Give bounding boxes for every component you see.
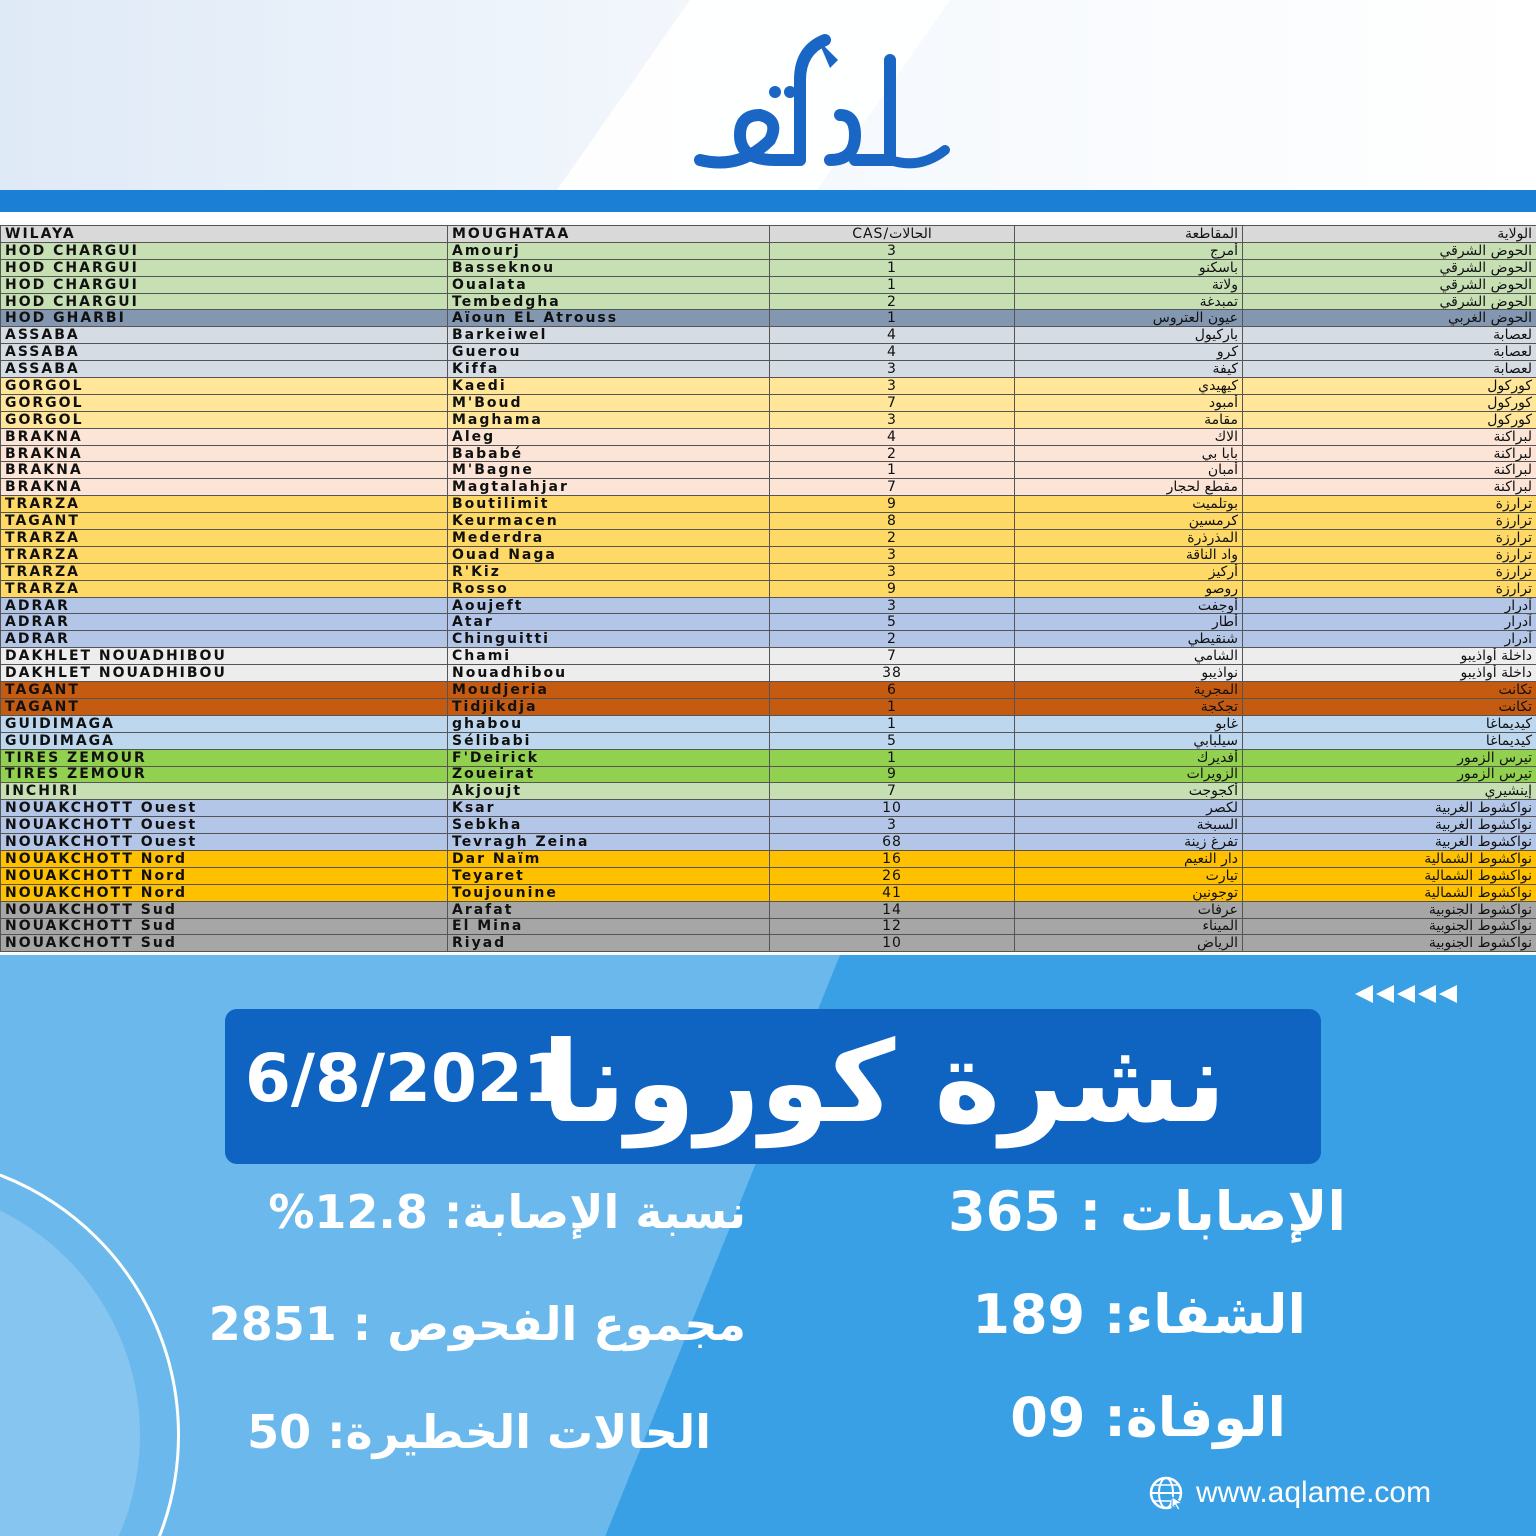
cell-moughataa-ar: دار النعيم: [1015, 850, 1243, 867]
cell-wilaya-ar: نواكشوط الشمالية: [1243, 867, 1536, 884]
cell-wilaya: TRARZA: [1, 530, 448, 547]
cell-cas: 7: [770, 394, 1015, 411]
cell-wilaya-ar: الحوض الشرقي: [1243, 276, 1536, 293]
cell-moughataa-ar: شنقيطي: [1015, 631, 1243, 648]
cell-wilaya-ar: الحوض الغربي: [1243, 310, 1536, 327]
positivity-rate-stat: نسبة الإصابة: 12.8%: [268, 1185, 746, 1239]
cell-moughataa-ar: عيون العتروس: [1015, 310, 1243, 327]
cell-wilaya-ar: كوركول: [1243, 378, 1536, 395]
cell-moughataa-ar: الشامي: [1015, 648, 1243, 665]
cell-moughataa: Tidjikdja: [448, 698, 770, 715]
cell-wilaya: GORGOL: [1, 378, 448, 395]
cell-moughataa: Rosso: [448, 580, 770, 597]
cell-wilaya: GORGOL: [1, 394, 448, 411]
cell-wilaya-ar: الحوض الشرقي: [1243, 259, 1536, 276]
cell-wilaya-ar: لبراكنة: [1243, 445, 1536, 462]
cell-wilaya-ar: ترارزة: [1243, 563, 1536, 580]
cell-cas: 4: [770, 428, 1015, 445]
total-tests-stat: مجموع الفحوص : 2851: [208, 1297, 746, 1351]
cell-wilaya-ar: ترارزة: [1243, 496, 1536, 513]
cell-moughataa: Chami: [448, 648, 770, 665]
bulletin-date: 6/8/2021: [245, 1040, 569, 1117]
cell-cas: 1: [770, 259, 1015, 276]
cell-cas: 3: [770, 563, 1015, 580]
cell-wilaya-ar: نواكشوط الشمالية: [1243, 850, 1536, 867]
cell-moughataa-ar: عرفات: [1015, 901, 1243, 918]
table-row: [1, 394, 1536, 411]
website-link[interactable]: [1148, 1475, 1431, 1511]
table-row: [1, 563, 1536, 580]
infections-stat: الإصابات : 365: [948, 1180, 1346, 1243]
cell-cas: 3: [770, 546, 1015, 563]
cell-moughataa: Maghama: [448, 411, 770, 428]
cell-moughataa: ghabou: [448, 715, 770, 732]
cell-moughataa-ar: أكجوجت: [1015, 783, 1243, 800]
cell-wilaya: HOD CHARGUI: [1, 293, 448, 310]
cell-wilaya-ar: لعصابة: [1243, 327, 1536, 344]
cell-cas: 5: [770, 732, 1015, 749]
cell-moughataa: M'Boud: [448, 394, 770, 411]
header-cas: CAS/الحالات: [770, 226, 1015, 243]
cell-moughataa: Nouadhibou: [448, 665, 770, 682]
cell-cas: 7: [770, 648, 1015, 665]
header-moughataa-ar: المقاطعة: [1015, 226, 1243, 243]
cell-wilaya: ADRAR: [1, 631, 448, 648]
cell-wilaya-ar: نواكشوط الجنوبية: [1243, 918, 1536, 935]
cell-moughataa: M'Bagne: [448, 462, 770, 479]
cell-moughataa-ar: غابو: [1015, 715, 1243, 732]
cell-moughataa: Bababé: [448, 445, 770, 462]
cell-moughataa-ar: السبخة: [1015, 817, 1243, 834]
cell-moughataa: Moudjeria: [448, 682, 770, 699]
cell-wilaya: NOUAKCHOTT Nord: [1, 850, 448, 867]
cell-wilaya-ar: ترارزة: [1243, 580, 1536, 597]
cell-cas: 3: [770, 411, 1015, 428]
cell-wilaya: HOD CHARGUI: [1, 276, 448, 293]
cell-wilaya-ar: نواكشوط الشمالية: [1243, 884, 1536, 901]
table-row: [1, 648, 1536, 665]
table-row: [1, 817, 1536, 834]
cell-cas: 1: [770, 276, 1015, 293]
cell-wilaya: TAGANT: [1, 513, 448, 530]
cell-moughataa: Sebkha: [448, 817, 770, 834]
cell-cas: 2: [770, 631, 1015, 648]
cell-moughataa-ar: أمرج: [1015, 242, 1243, 259]
table-row: [1, 513, 1536, 530]
cell-wilaya-ar: لعصابة: [1243, 344, 1536, 361]
cell-moughataa-ar: الرياض: [1015, 935, 1243, 952]
table-row: [1, 918, 1536, 935]
cell-moughataa-ar: مقطع لحجار: [1015, 479, 1243, 496]
cell-moughataa: Teyaret: [448, 867, 770, 884]
cell-cas: 12: [770, 918, 1015, 935]
cell-moughataa-ar: روصو: [1015, 580, 1243, 597]
table-row: [1, 530, 1536, 547]
cell-cas: 9: [770, 496, 1015, 513]
cell-moughataa: Aïoun EL Atrouss: [448, 310, 770, 327]
cell-moughataa-ar: أمبان: [1015, 462, 1243, 479]
bulletin-title: نشرة كورونا: [541, 1018, 1226, 1148]
divider-gap: [0, 212, 1536, 222]
cell-moughataa-ar: أفديرك: [1015, 749, 1243, 766]
cell-cas: 7: [770, 783, 1015, 800]
cell-cas: 6: [770, 682, 1015, 699]
cell-moughataa-ar: أمبود: [1015, 394, 1243, 411]
cell-cas: 4: [770, 344, 1015, 361]
cell-moughataa-ar: سيلبابي: [1015, 732, 1243, 749]
table-row: [1, 259, 1536, 276]
table-row: [1, 749, 1536, 766]
website-url[interactable]: www.aqlame.com: [1196, 1476, 1432, 1509]
critical-cases-stat: الحالات الخطيرة: 50: [247, 1405, 711, 1459]
cell-wilaya-ar: تكانت: [1243, 682, 1536, 699]
cell-cas: 2: [770, 445, 1015, 462]
cell-cas: 1: [770, 715, 1015, 732]
table-row: [1, 715, 1536, 732]
cell-moughataa: Chinguitti: [448, 631, 770, 648]
cell-wilaya: ASSABA: [1, 327, 448, 344]
cell-wilaya-ar: نواكشوط الجنوبية: [1243, 901, 1536, 918]
cell-moughataa: Mederdra: [448, 530, 770, 547]
table-header-row: [1, 226, 1536, 243]
cell-moughataa: Magtalahjar: [448, 479, 770, 496]
cell-wilaya: ADRAR: [1, 597, 448, 614]
cell-wilaya-ar: تيرس الزمور: [1243, 749, 1536, 766]
table-row: [1, 901, 1536, 918]
cell-wilaya-ar: آدرار: [1243, 614, 1536, 631]
table-row: [1, 327, 1536, 344]
table-row: [1, 428, 1536, 445]
cell-wilaya: TAGANT: [1, 682, 448, 699]
cell-wilaya: TRARZA: [1, 580, 448, 597]
arrows-icon: [1355, 985, 1457, 1007]
cell-moughataa-ar: توجونين: [1015, 884, 1243, 901]
header-wilaya: WILAYA: [1, 226, 448, 243]
table-row: [1, 411, 1536, 428]
cell-moughataa-ar: المذرذرة: [1015, 530, 1243, 547]
cell-wilaya: GUIDIMAGA: [1, 732, 448, 749]
cell-cas: 3: [770, 597, 1015, 614]
table-row: [1, 310, 1536, 327]
cell-cas: 3: [770, 361, 1015, 378]
cell-moughataa: El Mina: [448, 918, 770, 935]
cell-wilaya-ar: داخلة أواذيبو: [1243, 665, 1536, 682]
cell-wilaya-ar: لبراكنة: [1243, 428, 1536, 445]
cell-wilaya-ar: الحوض الشرقي: [1243, 242, 1536, 259]
cell-wilaya: TIRES ZEMOUR: [1, 749, 448, 766]
table-row: [1, 361, 1536, 378]
cell-wilaya-ar: ترارزة: [1243, 530, 1536, 547]
cell-wilaya: NOUAKCHOTT Ouest: [1, 817, 448, 834]
cell-cas: 8: [770, 513, 1015, 530]
cell-wilaya: TAGANT: [1, 698, 448, 715]
table-row: [1, 665, 1536, 682]
globe-icon: [1148, 1475, 1184, 1511]
cell-moughataa: Tembedgha: [448, 293, 770, 310]
cell-moughataa: Amourj: [448, 242, 770, 259]
cell-wilaya: NOUAKCHOTT Nord: [1, 867, 448, 884]
cell-moughataa-ar: ولاتة: [1015, 276, 1243, 293]
cell-wilaya-ar: الحوض الشرقي: [1243, 293, 1536, 310]
cell-wilaya: NOUAKCHOTT Sud: [1, 935, 448, 952]
table-row: [1, 479, 1536, 496]
table-row: [1, 800, 1536, 817]
table-row: [1, 614, 1536, 631]
cell-wilaya-ar: كوركول: [1243, 394, 1536, 411]
cell-moughataa-ar: الزويرات: [1015, 766, 1243, 783]
cell-cas: 9: [770, 766, 1015, 783]
deaths-stat: الوفاة: 09: [1010, 1386, 1286, 1449]
cell-cas: 7: [770, 479, 1015, 496]
cell-wilaya: HOD CHARGUI: [1, 242, 448, 259]
cell-moughataa: Tevragh Zeina: [448, 834, 770, 851]
cell-moughataa: Sélibabi: [448, 732, 770, 749]
cell-moughataa: Arafat: [448, 901, 770, 918]
cell-moughataa: Boutilimit: [448, 496, 770, 513]
table-row: [1, 867, 1536, 884]
cell-moughataa-ar: أركيز: [1015, 563, 1243, 580]
table-row: [1, 276, 1536, 293]
cell-moughataa: Guerou: [448, 344, 770, 361]
cell-wilaya: BRAKNA: [1, 445, 448, 462]
cell-moughataa: Basseknou: [448, 259, 770, 276]
cell-cas: 2: [770, 293, 1015, 310]
cell-moughataa-ar: تيارت: [1015, 867, 1243, 884]
table-row: [1, 597, 1536, 614]
cell-wilaya: BRAKNA: [1, 479, 448, 496]
cell-wilaya-ar: نواكشوط الجنوبية: [1243, 935, 1536, 952]
cell-cas: 10: [770, 800, 1015, 817]
cell-wilaya: TRARZA: [1, 546, 448, 563]
cell-wilaya: ASSABA: [1, 361, 448, 378]
cell-wilaya-ar: نواكشوط الغربية: [1243, 817, 1536, 834]
cell-moughataa-ar: الميناء: [1015, 918, 1243, 935]
cell-moughataa: Toujounine: [448, 884, 770, 901]
cell-moughataa: Zoueirat: [448, 766, 770, 783]
cell-wilaya: HOD GHARBI: [1, 310, 448, 327]
cell-cas: 10: [770, 935, 1015, 952]
cell-wilaya: DAKHLET NOUADHIBOU: [1, 648, 448, 665]
table-row: [1, 698, 1536, 715]
cell-wilaya: BRAKNA: [1, 462, 448, 479]
cell-moughataa-ar: مقامة: [1015, 411, 1243, 428]
cell-wilaya: TRARZA: [1, 563, 448, 580]
cell-moughataa-ar: الاك: [1015, 428, 1243, 445]
cell-wilaya: ADRAR: [1, 614, 448, 631]
cell-cas: 4: [770, 327, 1015, 344]
table-row: [1, 496, 1536, 513]
cell-moughataa: Riyad: [448, 935, 770, 952]
table-row: [1, 732, 1536, 749]
cell-moughataa-ar: تجكجة: [1015, 698, 1243, 715]
cell-wilaya-ar: لبراكنة: [1243, 479, 1536, 496]
cell-wilaya-ar: نواكشوط الغربية: [1243, 800, 1536, 817]
cell-moughataa-ar: تمبدغة: [1015, 293, 1243, 310]
cell-moughataa: Kiffa: [448, 361, 770, 378]
cell-cas: 5: [770, 614, 1015, 631]
cell-wilaya: NOUAKCHOTT Ouest: [1, 834, 448, 851]
cell-moughataa-ar: بوتلميت: [1015, 496, 1243, 513]
cell-cas: 1: [770, 310, 1015, 327]
table-row: [1, 783, 1536, 800]
cell-wilaya-ar: كوركول: [1243, 411, 1536, 428]
table-row: [1, 884, 1536, 901]
cell-moughataa-ar: تفرغ زينة: [1015, 834, 1243, 851]
cell-wilaya: ASSABA: [1, 344, 448, 361]
cell-moughataa-ar: كرمسين: [1015, 513, 1243, 530]
cell-cas: 1: [770, 749, 1015, 766]
cell-wilaya-ar: آدرار: [1243, 597, 1536, 614]
table-row: [1, 682, 1536, 699]
cell-moughataa-ar: واد الناقة: [1015, 546, 1243, 563]
cell-cas: 16: [770, 850, 1015, 867]
cell-wilaya: TRARZA: [1, 496, 448, 513]
cell-wilaya: DAKHLET NOUADHIBOU: [1, 665, 448, 682]
header-divider: [0, 190, 1536, 212]
cell-wilaya: GORGOL: [1, 411, 448, 428]
table-row: [1, 580, 1536, 597]
cell-moughataa: Kaedi: [448, 378, 770, 395]
cell-moughataa-ar: المجرية: [1015, 682, 1243, 699]
cell-cas: 2: [770, 530, 1015, 547]
cases-table: [0, 225, 1536, 952]
cell-moughataa-ar: بابا بي: [1015, 445, 1243, 462]
cell-wilaya: HOD CHARGUI: [1, 259, 448, 276]
cell-wilaya-ar: كيديماغا: [1243, 732, 1536, 749]
table-row: [1, 242, 1536, 259]
cell-cas: 3: [770, 817, 1015, 834]
cell-wilaya-ar: ترارزة: [1243, 513, 1536, 530]
cell-cas: 3: [770, 242, 1015, 259]
cell-wilaya-ar: لعصابة: [1243, 361, 1536, 378]
cell-wilaya-ar: لبراكنة: [1243, 462, 1536, 479]
cell-wilaya-ar: تيرس الزمور: [1243, 766, 1536, 783]
cell-cas: 14: [770, 901, 1015, 918]
cell-moughataa-ar: أوجفت: [1015, 597, 1243, 614]
table-row: [1, 462, 1536, 479]
aqlame-logo: [680, 20, 960, 180]
cell-moughataa: Ksar: [448, 800, 770, 817]
cell-moughataa: Barkeiwel: [448, 327, 770, 344]
table-row: [1, 344, 1536, 361]
cell-moughataa: F'Deirick: [448, 749, 770, 766]
cell-moughataa: R'Kiz: [448, 563, 770, 580]
cell-moughataa-ar: كرو: [1015, 344, 1243, 361]
table-row: [1, 546, 1536, 563]
cell-cas: 9: [770, 580, 1015, 597]
cell-cas: 68: [770, 834, 1015, 851]
table-row: [1, 631, 1536, 648]
cell-wilaya-ar: آدرار: [1243, 631, 1536, 648]
table-row: [1, 378, 1536, 395]
cell-cas: 38: [770, 665, 1015, 682]
table-row: [1, 766, 1536, 783]
cell-moughataa-ar: كيفة: [1015, 361, 1243, 378]
cell-moughataa: Akjoujt: [448, 783, 770, 800]
cell-moughataa: Keurmacen: [448, 513, 770, 530]
cell-wilaya: INCHIRI: [1, 783, 448, 800]
cell-wilaya-ar: تكانت: [1243, 698, 1536, 715]
cell-cas: 41: [770, 884, 1015, 901]
cell-wilaya-ar: ترارزة: [1243, 546, 1536, 563]
table-row: [1, 445, 1536, 462]
cell-wilaya-ar: داخلة أواذيبو: [1243, 648, 1536, 665]
table-row: [1, 935, 1536, 952]
cell-cas: 3: [770, 378, 1015, 395]
table-row: [1, 293, 1536, 310]
cell-moughataa: Ouad Naga: [448, 546, 770, 563]
cell-moughataa: Aleg: [448, 428, 770, 445]
cell-wilaya: GUIDIMAGA: [1, 715, 448, 732]
cell-wilaya: NOUAKCHOTT Ouest: [1, 800, 448, 817]
header-moughataa: MOUGHATAA: [448, 226, 770, 243]
cell-cas: 1: [770, 698, 1015, 715]
cell-wilaya: BRAKNA: [1, 428, 448, 445]
cell-moughataa: Dar Naïm: [448, 850, 770, 867]
cell-moughataa: Aoujeft: [448, 597, 770, 614]
cell-moughataa: Atar: [448, 614, 770, 631]
cell-moughataa-ar: باركيول: [1015, 327, 1243, 344]
cell-moughataa-ar: باسكنو: [1015, 259, 1243, 276]
cell-wilaya-ar: نواكشوط الغربية: [1243, 834, 1536, 851]
cell-cas: 26: [770, 867, 1015, 884]
cell-moughataa-ar: كيهيدي: [1015, 378, 1243, 395]
cell-wilaya: NOUAKCHOTT Sud: [1, 901, 448, 918]
cell-wilaya: NOUAKCHOTT Nord: [1, 884, 448, 901]
cell-wilaya: NOUAKCHOTT Sud: [1, 918, 448, 935]
table-row: [1, 834, 1536, 851]
cell-wilaya-ar: إينشيري: [1243, 783, 1536, 800]
cell-wilaya-ar: كيديماغا: [1243, 715, 1536, 732]
cell-moughataa: Oualata: [448, 276, 770, 293]
cell-moughataa-ar: نواذيبو: [1015, 665, 1243, 682]
table-row: [1, 850, 1536, 867]
recoveries-stat: الشفاء: 189: [972, 1283, 1306, 1346]
cell-moughataa-ar: أطار: [1015, 614, 1243, 631]
cell-cas: 1: [770, 462, 1015, 479]
cell-wilaya: TIRES ZEMOUR: [1, 766, 448, 783]
header-banner: [0, 0, 1536, 190]
cell-moughataa-ar: لكصر: [1015, 800, 1243, 817]
header-wilaya-ar: الولاية: [1243, 226, 1536, 243]
